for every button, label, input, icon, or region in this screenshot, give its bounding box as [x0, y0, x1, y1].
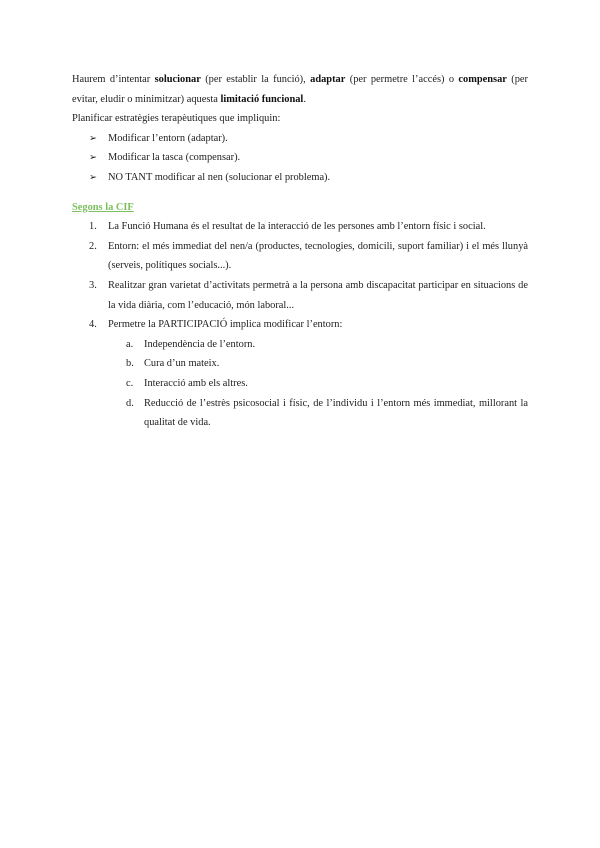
sublist-item	[108, 335, 528, 355]
bold-solucionar: solucionar	[154, 74, 201, 85]
list-item	[72, 168, 528, 188]
item-number: 2.	[89, 240, 97, 252]
intro-text: Haurem d’intentar	[72, 74, 155, 85]
list-item	[72, 148, 528, 168]
item-letter: c.	[126, 377, 134, 389]
list-item	[72, 276, 528, 315]
list-item	[72, 315, 528, 433]
sublist-item-text: Independència de l’entorn.	[144, 338, 256, 350]
list-item-text: Modificar la tasca (compensar).	[108, 152, 241, 164]
list-item-text: Permetre la PARTICIPACIÓ implica modificar l’entorn:	[108, 319, 343, 331]
arrow-bullet-icon: ➢	[89, 152, 97, 164]
intro-text: (per establir la funció),	[200, 74, 311, 85]
item-letter: a.	[126, 338, 134, 350]
list-item-text: Entorn: el més immediat del nen/a (productes, tecnologies, domicili, suport familiar) i el més llunyà (serveis, polítiques socials...).	[108, 240, 528, 272]
list-item	[72, 217, 528, 237]
arrow-bullet-icon: ➢	[89, 132, 97, 144]
sublist-item	[108, 374, 528, 394]
strategies-list	[72, 129, 528, 188]
bold-limitacio-funcional: limitació funcional	[220, 93, 304, 105]
sublist-item-text: Reducció de l’estrès psicosocial i físic, de l’individu i l’entorn més immediat, millorant la qualitat de vida.	[144, 397, 528, 429]
item-number: 1.	[89, 221, 97, 233]
sublist-item	[108, 354, 528, 374]
numbered-list	[72, 217, 528, 433]
document-page	[72, 70, 528, 433]
sublist-item	[108, 394, 528, 433]
intro-text: .	[303, 93, 306, 105]
intro-paragraph	[72, 70, 528, 109]
item-letter: b.	[126, 358, 134, 370]
item-number: 3.	[89, 279, 97, 291]
list-item-text: Realitzar gran varietat d’activitats permetrà a la persona amb discapacitat participar en situacions de la vida diària, com l’educació, món laboral...	[108, 279, 528, 311]
list-item	[72, 237, 528, 276]
bold-adaptar: adaptar	[310, 74, 346, 85]
item-number: 4.	[89, 319, 97, 331]
strategies-line: Planificar estratègies terapèutiques que impliquin:	[72, 113, 281, 125]
list-item-text: La Funció Humana és el resultat de la interacció de les persones amb l’entorn físic i social.	[108, 221, 486, 233]
sublist-item-text: Cura d’un mateix.	[144, 358, 220, 370]
lettered-sublist	[108, 335, 528, 433]
bold-compensar: compensar	[458, 74, 507, 85]
list-item	[72, 129, 528, 149]
list-item-text: NO TANT modificar al nen (solucionar el problema).	[108, 171, 331, 183]
sublist-item-text: Interacció amb els altres.	[144, 377, 248, 389]
arrow-bullet-icon: ➢	[89, 171, 97, 183]
item-letter: d.	[126, 397, 134, 409]
intro-text: (per permetre l’accés) o	[345, 74, 459, 85]
intro-text: (per evitar, eludir o minimitzar) aquesta	[72, 74, 528, 105]
list-item-text: Modificar l’entorn (adaptar).	[108, 132, 228, 144]
section-heading: Segons la CIF	[72, 201, 134, 213]
